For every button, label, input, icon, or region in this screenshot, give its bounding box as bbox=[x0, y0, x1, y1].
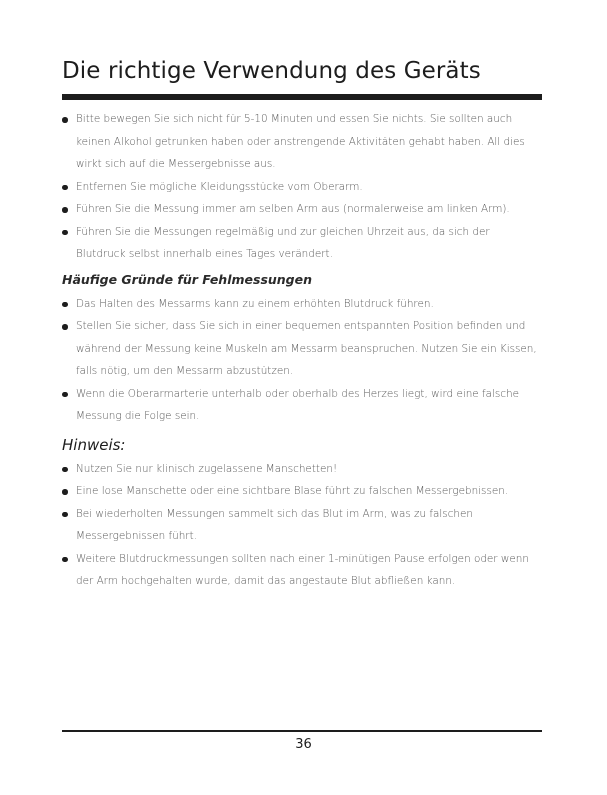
list-item: Stellen Sie sicher, dass Sie sich in einer bequemen entspannten Position befinden und während der Messung keine Muskeln am Messarm beanspruchen. Nutzen Sie ein Kissen, falls nötig, um den Messarm abzustützen. bbox=[62, 315, 542, 383]
list-item: Führen Sie die Messung immer am selben Arm aus (normalerweise am linken Arm). bbox=[62, 198, 542, 221]
list-item: Bitte bewegen Sie sich nicht für 5-10 Minuten und essen Sie nichts. Sie sollten auch keinen Alkohol getrunken haben oder anstrengende Aktivitäten gehabt haben. All dies wirkt sich auf die Messergebnisse aus. bbox=[62, 108, 542, 176]
page-number: 36 bbox=[295, 737, 312, 752]
list-item: Eine lose Manschette oder eine sichtbare Blase führt zu falschen Messergebnissen. bbox=[62, 480, 542, 503]
page-content bbox=[62, 108, 542, 593]
footer-divider bbox=[62, 730, 542, 732]
list-item: Das Halten des Messarms kann zu einem erhöhten Blutdruck führen. bbox=[62, 293, 542, 316]
usage-list bbox=[62, 108, 542, 266]
title-underline bbox=[62, 94, 542, 100]
list-item: Entfernen Sie mögliche Kleidungsstücke vom Oberarm. bbox=[62, 176, 542, 199]
list-item: Führen Sie die Messungen regelmäßig und zur gleichen Uhrzeit aus, da sich der Blutdruck selbst innerhalb eines Tages verändert. bbox=[62, 221, 542, 266]
list-item: Nutzen Sie nur klinisch zugelassene Manschetten! bbox=[62, 458, 542, 481]
list-item: Wenn die Oberarmarterie unterhalb oder oberhalb des Herzes liegt, wird eine falsche Messung die Folge sein. bbox=[62, 383, 542, 428]
list-item: Weitere Blutdruckmessungen sollten nach einer 1-minütigen Pause erfolgen oder wenn der Arm hochgehalten wurde, damit das angestaute Blut abfließen kann. bbox=[62, 548, 542, 593]
note-list bbox=[62, 458, 542, 593]
list-item: Bei wiederholten Messungen sammelt sich das Blut im Arm, was zu falschen Messergebnissen führt. bbox=[62, 503, 542, 548]
errors-heading: Häufige Gründe für Fehlmessungen bbox=[62, 271, 312, 287]
errors-list bbox=[62, 293, 542, 428]
page-title: Die richtige Verwendung des Geräts bbox=[62, 58, 481, 84]
note-heading: Hinweis: bbox=[62, 435, 126, 454]
